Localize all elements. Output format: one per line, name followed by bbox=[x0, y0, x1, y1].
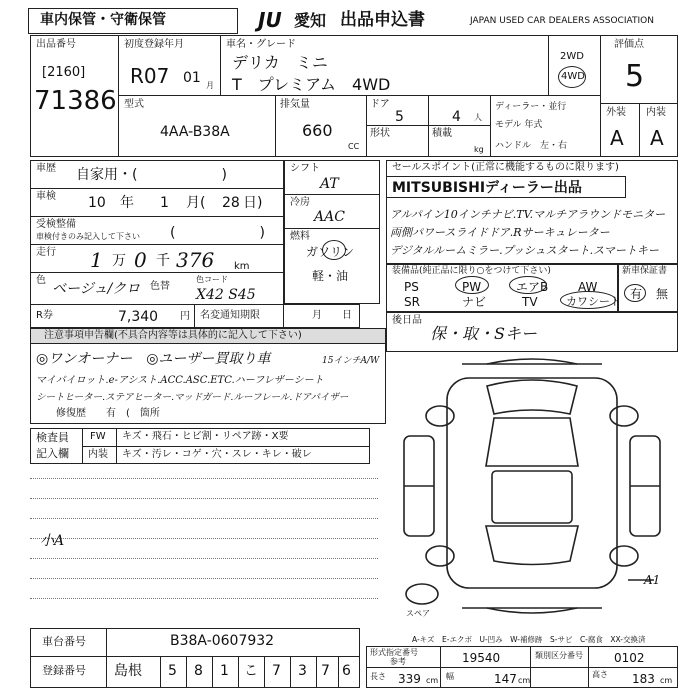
plate-region: 島根 bbox=[114, 663, 142, 679]
height-unit: cm bbox=[660, 676, 673, 685]
sales-point-line1: MITSUBISHIディーラー出品 bbox=[392, 180, 582, 196]
inspector-label2: 記入欄 bbox=[36, 447, 69, 460]
equip-navi: ナビ bbox=[462, 295, 487, 309]
color-code: X42 S45 bbox=[196, 287, 256, 303]
equip-ps: PS bbox=[404, 280, 419, 294]
capacity-label: 積載 bbox=[432, 128, 452, 139]
mileage-label: 走行 bbox=[36, 247, 56, 258]
receipt-paren: ( ) bbox=[170, 225, 265, 241]
category-value: 19540 bbox=[462, 651, 501, 665]
doors-label: ドア bbox=[370, 99, 390, 110]
notes-repair: 修復歴 有 ( 箇所 bbox=[56, 408, 160, 419]
lot-number: 71386 bbox=[34, 86, 117, 116]
inspector-row1-tag: FW bbox=[90, 431, 106, 442]
storage-label: 車内保管・守衛保管 bbox=[40, 12, 166, 28]
grade-label: 評価点 bbox=[614, 39, 644, 50]
tax-label: 名変通知期限 bbox=[200, 310, 260, 321]
inspector-label1: 検査員 bbox=[36, 431, 69, 444]
registration-month: 01 bbox=[183, 70, 201, 86]
diagram-mark-1: 小A bbox=[40, 533, 65, 549]
inspection-year-unit: 年 bbox=[120, 195, 134, 211]
sales-point-line4: デジタルルームミラー.プッシュスタート.スマートキー bbox=[390, 244, 659, 257]
recycle-unit: 円 bbox=[180, 311, 190, 322]
sales-point-label: セールスポイント(正常に機能するものに限ります) bbox=[392, 162, 619, 173]
exterior-value: A bbox=[610, 126, 624, 150]
displacement-label: 排気量 bbox=[280, 99, 310, 110]
spare-label: スペア bbox=[406, 609, 430, 618]
mileage-unit: km bbox=[234, 261, 250, 272]
grade-value: 5 bbox=[625, 59, 645, 94]
width-value: 147 bbox=[494, 672, 517, 686]
notes-line3: シートヒーター.ステアヒーター.マッドガード.ルーフレール.ドアバイザー bbox=[36, 392, 349, 403]
displacement-unit: CC bbox=[348, 142, 360, 151]
registration-year: R07 bbox=[130, 64, 170, 88]
exterior-label: 外装 bbox=[606, 107, 626, 118]
mileage-sen: 0 bbox=[134, 248, 147, 272]
inspection-day: 28 bbox=[222, 195, 240, 211]
doors-value: 5 bbox=[395, 109, 404, 125]
notes-line2: マイパイロット.e-アシスト.ACC.ASC.ETC.ハーフレザーシート bbox=[36, 375, 324, 386]
tax-day: 日 bbox=[342, 310, 352, 321]
category-value2: 0102 bbox=[614, 651, 645, 665]
inspection-label: 車検 bbox=[36, 191, 56, 202]
tax-month: 月 bbox=[312, 310, 322, 321]
equip-airbag-circle bbox=[509, 276, 547, 294]
inspector-row2-tag: 内装 bbox=[88, 449, 108, 460]
form-title: 出品申込書 bbox=[340, 10, 425, 30]
sales-point-line2: アルパイン10インチナビ.TV.マルチアラウンドモニター bbox=[390, 208, 666, 221]
plate-n3: 1 bbox=[220, 663, 229, 679]
shift-value: AT bbox=[320, 176, 339, 192]
length-unit: cm bbox=[426, 676, 439, 685]
mileage-sen-unit: 千 bbox=[156, 253, 170, 269]
lot-label: 出品番号 bbox=[36, 39, 76, 50]
history-value: 自家用・( ) bbox=[76, 167, 227, 183]
plate-n4: 7 bbox=[272, 663, 281, 679]
fuel-label: 燃料 bbox=[290, 231, 310, 242]
color-value: ベージュ/クロ bbox=[52, 281, 141, 297]
receipt-note: 車検付きのみ記入して下さい bbox=[36, 232, 140, 241]
damage-legend: A-キズ E-エクボ U-凹み W-補修跡 S-サビ C-腐食 XX-交換済 bbox=[412, 635, 646, 644]
new-warranty-label: 新車保証書 bbox=[622, 266, 668, 276]
association-name: JAPAN USED CAR DEALERS ASSOCIATION bbox=[470, 16, 654, 26]
notes-label: 注意事項申告欄(不具合内容等は具体的に記入して下さい) bbox=[44, 330, 302, 341]
plate-kana: こ bbox=[244, 663, 258, 679]
registration-label: 初度登録年月 bbox=[124, 39, 184, 50]
diagram-mark-2: A1 bbox=[644, 573, 661, 587]
category-sub: 参考 bbox=[390, 657, 406, 666]
equipment-label: 装備品(純正品に限り○をつけて下さい) bbox=[392, 266, 551, 276]
shape-value: 4 bbox=[452, 109, 461, 125]
mileage-rest: 376 bbox=[176, 248, 215, 272]
equip-aw: AW bbox=[578, 280, 598, 294]
capacity-unit: kg bbox=[474, 145, 484, 154]
category-label2: 類別区分番号 bbox=[535, 651, 583, 660]
inspector-row1: キズ・飛石・ヒビ割・リペア跡・X要 bbox=[122, 431, 289, 442]
equip-airbag: エアB bbox=[516, 280, 549, 294]
inspection-month: 1 bbox=[160, 195, 169, 211]
equip-leather-circle bbox=[560, 291, 616, 309]
plate-n1: 5 bbox=[168, 663, 177, 679]
dealer-label: ディーラー・並行 bbox=[495, 102, 567, 112]
shape-unit: 人 bbox=[474, 113, 482, 122]
equip-tv: TV bbox=[522, 295, 538, 309]
equip-pw-circle bbox=[455, 276, 489, 294]
length-value: 339 bbox=[398, 672, 421, 686]
notes-line1: ◎ワンオーナー ◎ユーザー買取り車 bbox=[36, 351, 271, 367]
inspection-month-unit: 月( bbox=[186, 195, 206, 211]
vehicle-label: 車名・グレード bbox=[226, 39, 296, 50]
registration-month-unit: 月 bbox=[206, 81, 214, 90]
aircon-value: AAC bbox=[314, 209, 345, 225]
length-label: 長さ bbox=[370, 672, 386, 681]
vehicle-grade: T プレミアム 4WD bbox=[232, 75, 391, 94]
vehicle-name: デリカ ミニ bbox=[232, 53, 328, 72]
new-warranty-none: 無 bbox=[656, 287, 669, 301]
history-label: 車歴 bbox=[36, 163, 56, 174]
plate-label: 登録番号 bbox=[42, 664, 86, 677]
equip-sr: SR bbox=[404, 295, 420, 309]
height-label: 高さ bbox=[592, 670, 608, 679]
fuel-gas: ガソリン bbox=[306, 245, 355, 259]
model-value: 4AA-B38A bbox=[160, 124, 230, 140]
sales-point-line3: 両側パワースライドドア.Rサーキュレーター bbox=[390, 226, 610, 239]
mileage-man: 1 bbox=[90, 248, 103, 272]
mileage-man-unit: 万 bbox=[112, 253, 126, 269]
handle-label: ハンドル 左・右 bbox=[495, 141, 568, 151]
shape-label: 形状 bbox=[370, 128, 390, 139]
fuel-diesel: 軽・油 bbox=[312, 269, 349, 283]
aftermarket-label: 後日品 bbox=[392, 315, 422, 326]
plate-n6: 7 bbox=[321, 663, 330, 679]
color-label: 色 bbox=[36, 275, 46, 286]
ju-logo: JU bbox=[258, 8, 282, 32]
inspection-day-unit: 日) bbox=[243, 195, 263, 211]
equip-pw: PW bbox=[462, 280, 482, 294]
width-unit: cm bbox=[518, 676, 531, 685]
aftermarket-value: 保・取・Sキー bbox=[430, 324, 537, 343]
chassis-value: B38A-0607932 bbox=[170, 633, 275, 649]
receipt-label: 受検整備 bbox=[36, 219, 76, 230]
interior-value: A bbox=[650, 126, 664, 150]
inspector-row2: キズ・汚レ・コゲ・穴・スレ・キレ・破レ bbox=[122, 449, 312, 460]
recycle-value: 7,340 bbox=[118, 309, 159, 325]
org-name: 愛知 bbox=[294, 11, 327, 30]
interior-label: 内装 bbox=[646, 107, 666, 118]
category-label: 形式指定番号 bbox=[370, 648, 418, 657]
width-label: 幅 bbox=[446, 672, 454, 681]
two-wd-label: 2WD bbox=[560, 51, 584, 62]
shift-label: シフト bbox=[290, 163, 320, 174]
model-year-label: モデル 年式 bbox=[495, 120, 543, 130]
color-change-label: 色替 bbox=[150, 281, 170, 292]
plate-n5: 3 bbox=[298, 663, 307, 679]
color-code-label: 色コード bbox=[196, 275, 228, 284]
inspection-year: 10 bbox=[88, 195, 106, 211]
height-value: 183 bbox=[632, 672, 655, 686]
four-wd-label: 4WD bbox=[561, 71, 585, 82]
equip-leather: カワシート bbox=[566, 295, 621, 308]
notes-line1b: 15インチA/W bbox=[322, 356, 380, 366]
recycle-label: R券 bbox=[36, 310, 53, 321]
aircon-label: 冷房 bbox=[290, 197, 310, 208]
plate-n2: 8 bbox=[194, 663, 203, 679]
chassis-label: 車台番号 bbox=[42, 635, 86, 648]
lot-sub: [2160] bbox=[42, 65, 86, 80]
displacement-value: 660 bbox=[302, 121, 333, 140]
new-warranty-have: 有 bbox=[630, 287, 643, 301]
model-label: 型式 bbox=[124, 99, 144, 110]
plate-n7: 6 bbox=[342, 663, 351, 679]
